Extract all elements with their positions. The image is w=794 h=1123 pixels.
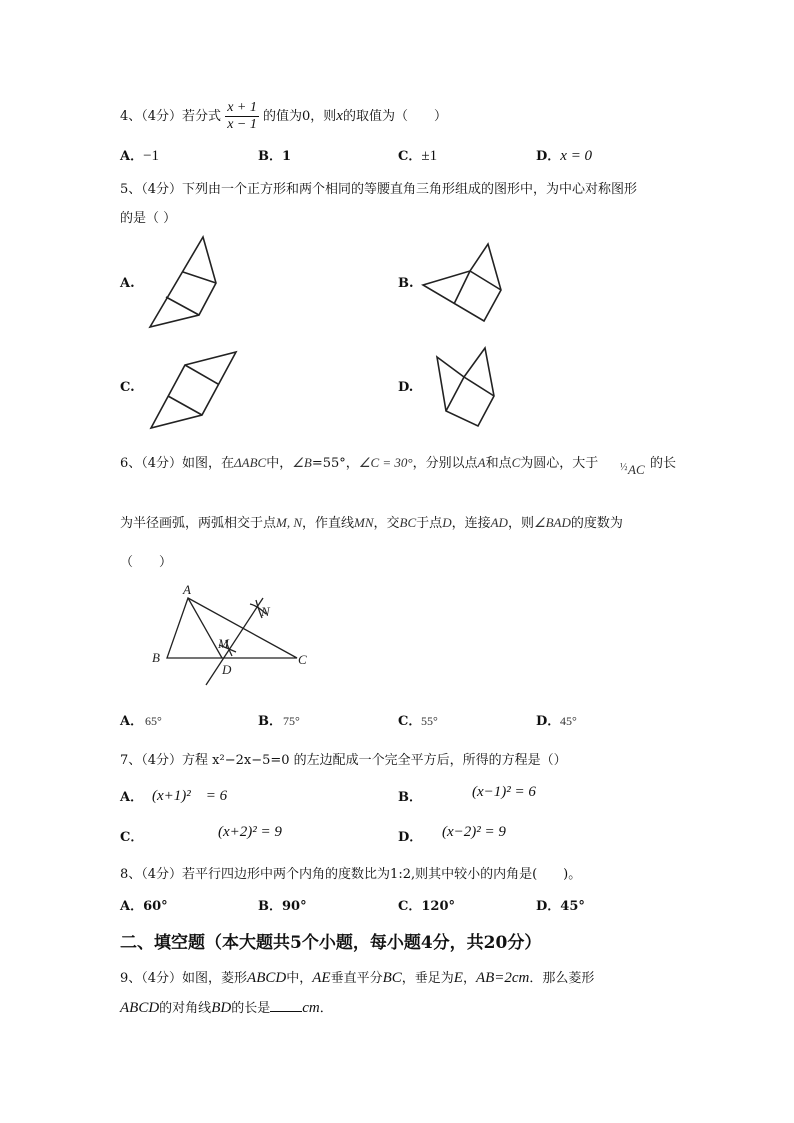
q9-answer-blank[interactable] bbox=[270, 999, 302, 1012]
q9-rhombus: ABCD bbox=[120, 1000, 160, 1016]
q6-angle-b: ∠B bbox=[292, 455, 312, 470]
q6-text: 的度数为 bbox=[570, 516, 623, 531]
option-label: A． bbox=[120, 714, 144, 729]
q7-option-c[interactable] bbox=[120, 826, 143, 845]
q7-option-a-value: (x+1)² = 6 bbox=[152, 788, 228, 804]
q5-option-a[interactable]: A. bbox=[120, 276, 135, 291]
option-value: 45° bbox=[560, 899, 585, 914]
q6-line-mn-drawn bbox=[206, 598, 263, 685]
option-label: D． bbox=[536, 899, 561, 914]
q8-option-c[interactable] bbox=[398, 895, 455, 914]
q6-line3: （ ） bbox=[120, 555, 173, 570]
q6-point-d: D bbox=[442, 515, 452, 530]
q6-p7: 的长 bbox=[650, 456, 677, 471]
q8-option-a[interactable] bbox=[120, 895, 168, 914]
q6-triangle: ΔABC bbox=[234, 455, 267, 470]
q9-text: ，垂足为 bbox=[401, 971, 454, 986]
q6-text: 中， bbox=[266, 456, 293, 471]
q9-point-e: E bbox=[453, 970, 463, 986]
q9-unit: cm bbox=[302, 1000, 320, 1016]
q4-frac-numerator: x + 1 bbox=[227, 100, 257, 115]
q9-text: 中， bbox=[286, 971, 313, 986]
q5-line1: 5、（4分）下列由一个正方形和两个相同的等腰直角三角形组成的图形中，为中心对称图形 bbox=[120, 182, 638, 197]
section-2-title: 二、填空题（本大题共5个小题，每小题4分，共20分） bbox=[120, 933, 542, 953]
q6-text: ，分别以点 bbox=[412, 456, 478, 471]
option-value: 120° bbox=[421, 899, 455, 914]
q7-option-b[interactable] bbox=[398, 786, 422, 805]
q4-suffix: 的取值为（ ） bbox=[342, 109, 447, 124]
q6-point-c: C bbox=[511, 455, 521, 470]
q6-text: ，连接 bbox=[451, 516, 491, 531]
q9-line1 bbox=[120, 967, 594, 987]
q6-half: ½ bbox=[620, 462, 628, 473]
q9-diagonal-bd: BD bbox=[211, 1000, 232, 1016]
q6-text: 于点 bbox=[416, 516, 443, 531]
q6-segment-bc: BC bbox=[399, 515, 417, 530]
option-label: C． bbox=[398, 149, 422, 164]
q6-option-a[interactable] bbox=[120, 710, 143, 729]
q7-option-a[interactable] bbox=[120, 786, 143, 805]
q5-option-c[interactable]: C. bbox=[120, 380, 135, 395]
q6-triangle-abc bbox=[167, 598, 297, 658]
option-value: 90° bbox=[282, 899, 307, 914]
q6-angle-c: ∠C = 30° bbox=[358, 455, 413, 470]
q6-option-c[interactable] bbox=[398, 710, 421, 729]
q5-option-b[interactable]: B. bbox=[398, 276, 414, 291]
option-label: A． bbox=[120, 149, 144, 164]
q6-text: ，作直线 bbox=[302, 516, 355, 531]
q9-text: 的对角线 bbox=[159, 1001, 212, 1016]
option-label: C． bbox=[398, 899, 422, 914]
q9-rhombus: ABCD bbox=[247, 970, 287, 986]
q6-option-d-value: 45° bbox=[560, 714, 577, 728]
q8-option-b[interactable] bbox=[258, 895, 307, 914]
q7-stem: 7、（4分）方程 x²−2x−5=0 的左边配成一个完全平方后，所得的方程是（） bbox=[120, 753, 567, 768]
q6-fig-label-d: D bbox=[222, 662, 232, 677]
q6-points-mn: M, N bbox=[276, 515, 303, 530]
q4-middle: 的值为0，则 bbox=[263, 109, 337, 124]
option-label: A． bbox=[120, 790, 144, 805]
q6-option-c-value: 55° bbox=[421, 714, 438, 728]
option-label: D． bbox=[536, 714, 561, 729]
q6-line-mn: MN bbox=[354, 515, 374, 530]
option-label: B． bbox=[258, 149, 282, 164]
q5-option-d[interactable]: D. bbox=[398, 380, 414, 395]
option-value: ±1 bbox=[421, 148, 438, 164]
option-value: 1 bbox=[282, 149, 292, 164]
q9-text: ， bbox=[462, 971, 476, 986]
option-value: 60° bbox=[143, 899, 168, 914]
q9-length-ab: AB=2cm bbox=[475, 970, 530, 986]
q6-text: 为圆心，大于 bbox=[520, 456, 599, 471]
q6-fig-label-b: B bbox=[152, 650, 160, 665]
q6-text: ，则 bbox=[507, 516, 534, 531]
q6-point-a: A bbox=[477, 455, 486, 470]
q9-text: ．那么菱形 bbox=[529, 971, 595, 986]
option-label: C． bbox=[398, 714, 422, 729]
option-label: D． bbox=[536, 149, 561, 164]
q6-angle-bad: ∠BAD bbox=[533, 515, 571, 530]
q6-option-b-value: 75° bbox=[283, 714, 300, 728]
q7-option-d-value: (x−2)² = 9 bbox=[442, 824, 506, 840]
q6-option-a-value: 65° bbox=[145, 714, 162, 728]
q6-text: 和点 bbox=[485, 456, 512, 471]
option-label: B． bbox=[398, 790, 422, 805]
q9-segment-bc: BC bbox=[382, 970, 402, 986]
q9-text: 的长是 bbox=[231, 1001, 271, 1016]
q7-option-c-value: (x+2)² = 9 bbox=[218, 824, 282, 840]
option-value: x = 0 bbox=[560, 148, 593, 164]
q4-var: x bbox=[336, 108, 343, 124]
q6-ac: AC bbox=[628, 462, 645, 477]
q8-option-d[interactable] bbox=[536, 895, 585, 914]
option-label: B． bbox=[258, 714, 282, 729]
q6-fig-label-m: M bbox=[218, 636, 229, 651]
q9-segment-ae: AE bbox=[312, 970, 331, 986]
q6-text: ，交 bbox=[373, 516, 400, 531]
q4-prefix: 4、（4分）若分式 bbox=[120, 109, 222, 124]
q6-fig-label-a: A bbox=[183, 582, 191, 597]
option-label: A． bbox=[120, 899, 144, 914]
q4-frac-denominator: x − 1 bbox=[227, 117, 257, 132]
q6-text: =55°， bbox=[311, 456, 359, 471]
q6-option-d[interactable] bbox=[536, 710, 560, 729]
option-label: D． bbox=[398, 830, 423, 845]
q6-option-b[interactable] bbox=[258, 710, 282, 729]
q6-text: 6、（4分）如图，在 bbox=[120, 456, 235, 471]
q6-segment-ad: AD bbox=[490, 515, 508, 530]
q7-option-d[interactable] bbox=[398, 826, 422, 845]
q7-option-b-value: (x−1)² = 6 bbox=[472, 784, 536, 800]
q6-text: 为半径画弧，两弧相交于点 bbox=[120, 516, 277, 531]
q5-line2: 的是（ ） bbox=[120, 211, 177, 226]
q6-fig-label-n: N bbox=[261, 604, 270, 619]
q9-text: 垂直平分 bbox=[330, 971, 383, 986]
q6-fig-label-c: C bbox=[298, 652, 307, 667]
option-value: −1 bbox=[143, 148, 160, 164]
q8-stem: 8、（4分）若平行四边形中两个内角的度数比为1:2,则其中较小的内角是( )。 bbox=[120, 867, 582, 882]
q9-line2 bbox=[120, 997, 333, 1017]
q9-text: ． bbox=[319, 1001, 333, 1016]
option-label: C． bbox=[120, 830, 144, 845]
q9-text: 9、（4分）如图，菱形 bbox=[120, 971, 248, 986]
option-label: B． bbox=[258, 899, 282, 914]
